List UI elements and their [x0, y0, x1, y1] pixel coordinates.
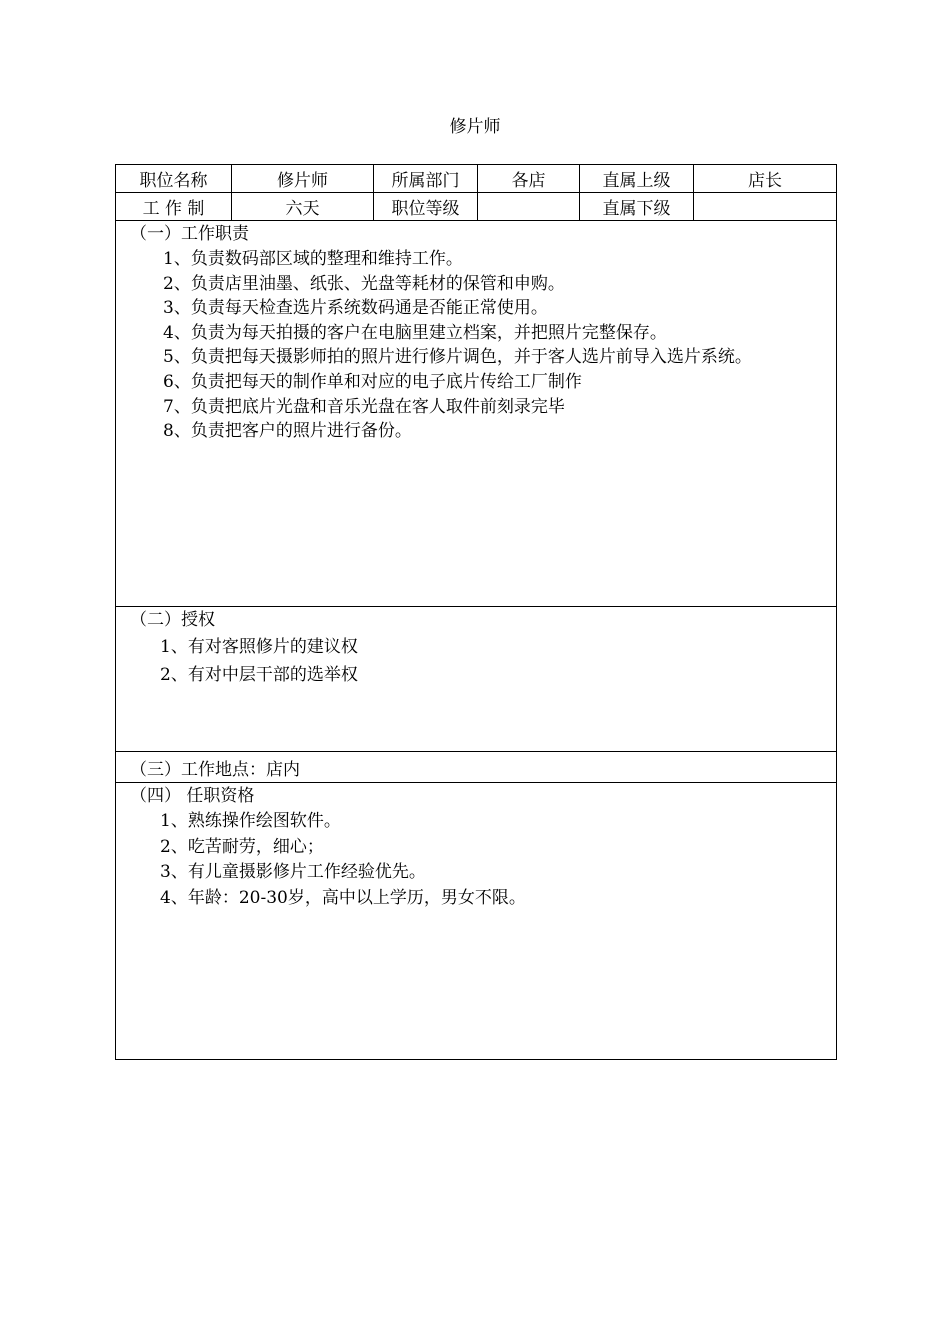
- department-value: 各店: [478, 165, 580, 193]
- list-item: 3、负责每天检查选片系统数码通是否能正常使用。: [163, 298, 548, 319]
- position-label: 职位名称: [116, 165, 232, 193]
- authority-title: （二）授权: [130, 610, 215, 630]
- department-label: 所属部门: [374, 165, 478, 193]
- qualifications-title: （四） 任职资格: [130, 786, 255, 806]
- duties-section: [116, 221, 837, 607]
- list-item: 3、有儿童摄影修片工作经验优先。: [160, 862, 426, 882]
- location-text: （三）工作地点：店内: [116, 752, 837, 783]
- schedule-label: 工 作 制: [116, 193, 232, 221]
- position-value: 修片师: [232, 165, 374, 193]
- list-item: 2、有对中层干部的选举权: [160, 665, 358, 685]
- subordinate-value: [694, 193, 837, 221]
- subordinate-label: 直属下级: [580, 193, 694, 221]
- list-item: 1、熟练操作绘图软件。: [160, 811, 341, 831]
- authority-section: [116, 607, 837, 752]
- header-row-1: [116, 165, 837, 193]
- location-section: [116, 752, 837, 783]
- list-item: 4、负责为每天拍摄的客户在电脑里建立档案，并把照片完整保存。: [163, 322, 667, 343]
- list-item: 1、有对客照修片的建议权: [160, 637, 358, 657]
- superior-label: 直属上级: [580, 165, 694, 193]
- list-item: 8、负责把客户的照片进行备份。: [163, 421, 412, 442]
- list-item: 7、负责把底片光盘和音乐光盘在客人取件前刻录完毕: [163, 396, 565, 417]
- document-title: 修片师: [449, 117, 501, 137]
- job-description-table: [115, 164, 837, 1060]
- superior-value: 店长: [694, 165, 837, 193]
- qualifications-list: [130, 809, 836, 911]
- level-label: 职位等级: [374, 193, 478, 221]
- header-row-2: [116, 193, 837, 221]
- list-item: 5、负责把每天摄影师拍的照片进行修片调色，并于客人选片前导入选片系统。: [163, 347, 752, 368]
- list-item: 4、年龄：20-30岁，高中以上学历，男女不限。: [160, 887, 526, 908]
- list-item: 6、负责把每天的制作单和对应的电子底片传给工厂制作: [163, 371, 582, 392]
- duties-list: [130, 247, 836, 444]
- list-item: 1、负责数码部区域的整理和维持工作。: [163, 249, 463, 269]
- list-item: 2、负责店里油墨、纸张、光盘等耗材的保管和申购。: [163, 273, 565, 294]
- qualifications-section: [116, 783, 837, 1060]
- list-item: 2、吃苦耐劳，细心；: [160, 836, 324, 857]
- schedule-value: 六天: [232, 193, 374, 221]
- duties-title: （一）工作职责: [130, 224, 249, 244]
- level-value: [478, 193, 580, 221]
- authority-list: [130, 633, 836, 689]
